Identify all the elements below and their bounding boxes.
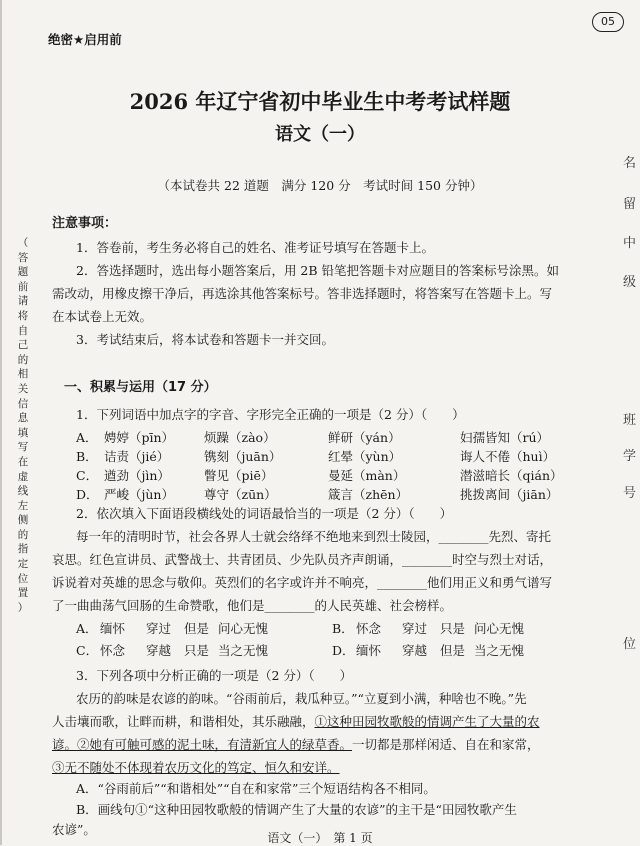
binding-note-char: 侧 bbox=[17, 514, 29, 527]
option-word: 尊守（zūn） bbox=[204, 487, 277, 502]
binding-note-char: ） bbox=[17, 601, 29, 614]
option-letter: B． bbox=[76, 449, 98, 464]
option-word: 怀念 bbox=[100, 643, 126, 658]
binding-note bbox=[15, 236, 31, 615]
option-word: 问心无愧 bbox=[218, 621, 269, 636]
binding-note-char: （ bbox=[17, 237, 29, 249]
option-word: 挑拨离间（jiān） bbox=[460, 487, 559, 502]
binding-note-char: 相 bbox=[17, 368, 29, 381]
option-word: 穿过 bbox=[146, 621, 172, 636]
option-word: 缅怀 bbox=[100, 621, 126, 636]
question-3-option-b: B．画线句①“这种田园牧歌般的情调产生了大量的农谚”的主干是“田园牧歌产生 bbox=[76, 802, 517, 817]
option-word: 严峻（jùn） bbox=[104, 487, 174, 502]
binding-note-char: 填 bbox=[17, 426, 29, 439]
notice-line: 3．考试结束后，将本试卷和答题卡一并交回。 bbox=[76, 332, 334, 347]
notice-line: 1．答卷前，考生务必将自己的姓名、准考证号填写在答题卡上。 bbox=[76, 240, 434, 255]
option-word: 烦躁（zào） bbox=[204, 430, 276, 445]
option-word: 但是 bbox=[184, 621, 210, 636]
option-word: 鲜研（yán） bbox=[328, 430, 401, 445]
option-letter: D． bbox=[332, 643, 355, 658]
option-word: 缅怀 bbox=[356, 643, 382, 658]
option-word: 怀念 bbox=[356, 621, 382, 636]
binding-note-char: 的 bbox=[17, 528, 29, 541]
option-letter: A． bbox=[76, 621, 98, 636]
option-word: 诘责（jié） bbox=[104, 449, 170, 464]
binding-note-char: 置 bbox=[17, 587, 29, 600]
edge-char: 中 bbox=[623, 236, 637, 251]
option-letter: C． bbox=[76, 468, 99, 483]
binding-note-char: 虚 bbox=[17, 470, 29, 483]
exam-title: 2026 年辽宁省初中毕业生中考考试样题 bbox=[129, 89, 511, 114]
underlined-sentence-2: ②她有可触可感的泥土味，有清新宜人的绿草香。 bbox=[77, 737, 353, 752]
option-word: 穿越 bbox=[402, 643, 428, 658]
edge-char: 学 bbox=[623, 449, 637, 464]
question-3-stem: 3．下列各项中分析正确的一项是（2 分）（ ） bbox=[76, 668, 353, 683]
option-word: 当之无愧 bbox=[218, 643, 269, 658]
edge-char: 班 bbox=[623, 413, 637, 428]
binding-note-char: 指 bbox=[17, 543, 29, 556]
binding-note-char: 定 bbox=[17, 558, 29, 571]
option-letter: A． bbox=[76, 430, 98, 445]
option-letter: B． bbox=[332, 621, 354, 636]
binding-note-char: 位 bbox=[17, 572, 29, 585]
edge-char: 留 bbox=[623, 197, 637, 212]
option-word: 问心无愧 bbox=[474, 621, 525, 636]
notice-heading: 注意事项： bbox=[52, 216, 118, 231]
question-1-stem: 1．下列词语中加点字的字音、字形完全正确的一项是（2 分）（ ） bbox=[76, 407, 465, 422]
option-word: 箴言（zhēn） bbox=[328, 487, 409, 502]
question-3-passage: 人击壤而歌，让畔而耕，和谐相处，其乐融融，①这种田园牧歌般的情调产生了大量的农 bbox=[52, 714, 540, 729]
question-2-passage: 诉说着对英雄的思念与敬仰。英烈们的名字或许并不响亮，________他们用正义和勇气谱写 bbox=[52, 575, 553, 590]
option-letter: C． bbox=[76, 643, 99, 658]
binding-note-char: 己 bbox=[17, 339, 29, 352]
page-footer: 语文（一） 第 1 页 bbox=[267, 831, 373, 845]
binding-note-char: 在 bbox=[17, 455, 29, 468]
question-2-passage: 了一曲曲荡气回肠的生命赞歌，他们是________的人民英雄、社会榜样。 bbox=[52, 598, 453, 613]
option-word: 妇孺皆知（rú） bbox=[460, 430, 550, 445]
binding-note-char: 关 bbox=[17, 382, 29, 395]
option-word: 红晕（yùn） bbox=[328, 449, 402, 464]
question-3-option-a: A．“谷雨前后”“和谐相处”“自在和家常”三个短语结构各不相同。 bbox=[76, 781, 436, 796]
edge-char: 级 bbox=[623, 275, 637, 290]
binding-note-char: 左 bbox=[17, 499, 29, 512]
notice-line: 2．答选择题时，选出每小题答案后，用 2B 铅笔把答题卡对应题目的答案标号涂黑。如 bbox=[76, 263, 560, 278]
option-word: 穿越 bbox=[146, 643, 172, 658]
binding-note-char: 前 bbox=[17, 280, 29, 293]
binding-note-char: 请 bbox=[17, 295, 29, 308]
confidential-label: 绝密★启用前 bbox=[48, 32, 122, 47]
section-heading: 一、积累与运用（17 分） bbox=[64, 380, 217, 395]
notice-line: 需改动，用橡皮擦干净后，再选涂其他答案标号。答非选择题时，将答案写在答题卡上。写 bbox=[52, 286, 553, 301]
option-letter: D． bbox=[76, 487, 99, 502]
option-word: 娉婷（pīn） bbox=[104, 430, 175, 445]
option-word: 潜滋暗长（qián） bbox=[460, 468, 563, 483]
binding-note-char: 线 bbox=[17, 485, 29, 498]
binding-note-char: 自 bbox=[17, 324, 29, 337]
page-badge: 05 bbox=[592, 12, 624, 32]
underlined-sentence-3: ③无不随处不体现着农历文化的笃定、恒久和安详。 bbox=[52, 760, 340, 775]
option-word: 瞥见（piē） bbox=[204, 468, 274, 483]
binding-note-char: 题 bbox=[17, 266, 29, 279]
option-word: 曼延（màn） bbox=[328, 468, 406, 483]
question-3-passage: 农历的韵味是农谚的韵味。“谷雨前后，栽瓜种豆。”“立夏到小满，种啥也不晚。”先 bbox=[76, 691, 527, 706]
option-word: 遒劲（jìn） bbox=[104, 468, 170, 483]
option-word: 当之无愧 bbox=[474, 643, 525, 658]
option-word: 镌刻（juān） bbox=[204, 449, 282, 464]
question-2-stem: 2．依次填入下面语段横线处的词语最恰当的一项是（2 分）（ ） bbox=[76, 506, 453, 521]
question-3-option-b: 农谚”。 bbox=[52, 822, 96, 837]
question-3-passage bbox=[52, 758, 340, 776]
question-2-passage: 每一年的清明时节，社会各界人士就会络绎不绝地来到烈士陵园，________先烈、寄托 bbox=[76, 529, 552, 544]
underlined-sentence-1: ①这种田园牧歌般的情调产生了大量的农 bbox=[314, 714, 540, 729]
binding-note-char: 将 bbox=[17, 309, 29, 322]
binding-note-char: 的 bbox=[17, 353, 29, 366]
option-word: 只是 bbox=[440, 621, 466, 636]
notice-line: 在本试卷上无效。 bbox=[52, 309, 153, 324]
question-2-passage: 哀思。红色宣讲员、武警战士、共青团员、少先队员齐声朗诵，________时空与烈士对话， bbox=[52, 552, 553, 567]
edge-char: 号 bbox=[623, 486, 637, 501]
exam-subtitle: 语文（一） bbox=[275, 124, 365, 145]
exam-info: （本试卷共 22 道题 满分 120 分 考试时间 150 分钟） bbox=[157, 178, 483, 193]
question-3-passage: 谚。②她有可触可感的泥土味，有清新宜人的绿草香。一切都是那样闲适、自在和家常， bbox=[52, 737, 540, 752]
binding-note-char: 写 bbox=[17, 441, 29, 454]
binding-note-char: 息 bbox=[17, 412, 29, 425]
option-word: 但是 bbox=[440, 643, 466, 658]
option-word: 诲人不倦（huì） bbox=[460, 449, 556, 464]
binding-note-char: 信 bbox=[17, 397, 29, 410]
option-word: 穿过 bbox=[402, 621, 428, 636]
edge-char: 名 bbox=[623, 156, 637, 171]
option-word: 只是 bbox=[184, 643, 210, 658]
binding-note-char: 答 bbox=[17, 251, 29, 264]
edge-char: 位 bbox=[623, 637, 637, 652]
